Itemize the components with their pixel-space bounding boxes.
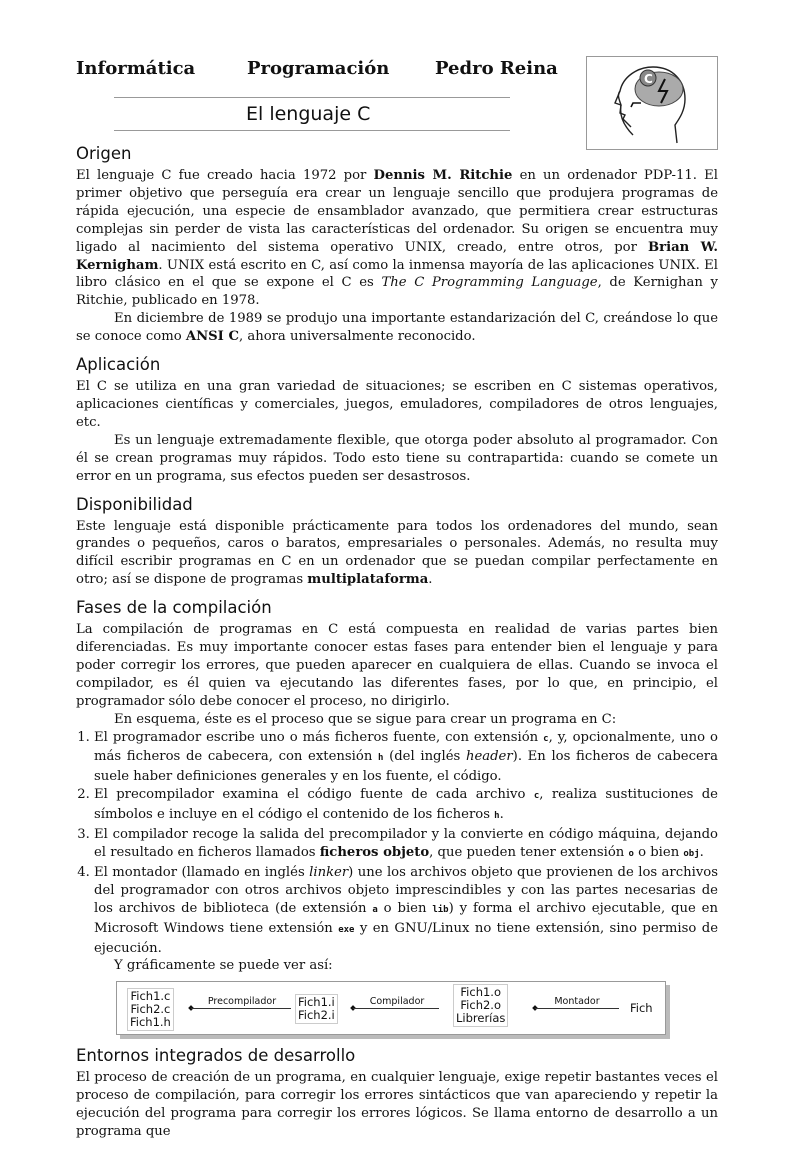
- code-text: c: [543, 733, 549, 744]
- paragraph: El C se utiliza en una gran variedad de situaciones; se escriben en C sistemas operativos, aplicaciones científicas y comerciales, juegos, emuladores, compiladores de otros lenguajes, etc.: [76, 379, 718, 430]
- text-run: , realiza sustituciones de símbolos e incluye en el código el contenido de los ficheros: [94, 787, 718, 823]
- code-text: a: [372, 904, 378, 915]
- text-run: (del inglés: [383, 749, 466, 765]
- text-run: El compilador recoge la salida del precompilador y la convierte en código máquina, dejando el resultado en ficheros llamados: [94, 827, 718, 860]
- paragraph: [76, 310, 718, 346]
- code-text: h: [494, 811, 500, 822]
- diagram-edge-label: Compilador: [369, 996, 425, 1008]
- italic-text: header: [465, 749, 513, 765]
- text-run: El programador escribe uno o más ficheros fuente, con extensión: [94, 729, 544, 745]
- text-run: .: [699, 845, 704, 860]
- code-text: lib: [432, 904, 449, 915]
- section-origen: [76, 143, 718, 346]
- text-run: , y, opcionalmente, uno o más ficheros de cabecera, con extensión: [94, 729, 719, 765]
- list-item: [94, 826, 718, 864]
- paragraph: En esquema, éste es el proceso que se sigue para crear un programa en C:: [114, 711, 617, 727]
- paragraph: [76, 518, 718, 590]
- italic-text: linker: [309, 864, 349, 880]
- section-aplicacion: [76, 354, 718, 485]
- diagram-edge-label: Montador: [554, 996, 600, 1008]
- text-run: o bien: [633, 845, 684, 860]
- section-heading: Entornos integrados de desarrollo: [76, 1046, 356, 1066]
- text-run: ) une los archivos objeto que provienen de los archivos del programador con otros archivos objeto imprescindibles y con las partes necesarias de los archivos de biblioteca (de extensión: [94, 864, 718, 916]
- italic-text: The C Programming Language: [381, 275, 598, 291]
- svg-text:C: C: [644, 72, 653, 86]
- section-heading: Fases de la compilación: [76, 598, 272, 618]
- diagram-node-label: Librerías: [456, 1011, 506, 1026]
- section-entornos: [76, 1045, 718, 1141]
- diagram-arrow: [191, 1008, 291, 1009]
- text-run: El montador (llamado en inglés: [94, 864, 310, 880]
- paragraph: El proceso de creación de un programa, en cualquier lenguaje, exige repetir bastantes veces el proceso de compilación, para corregir los errores sintácticos que van apareciendo y repetir la ejecución del programa para corregir los errores lógicos. Se llama entorno de desarrollo a un programa que: [76, 1070, 718, 1140]
- text-run: .: [428, 572, 433, 588]
- text-run: El precompilador examina el código fuente de cada archivo: [94, 787, 534, 803]
- text-run: en un ordenador PDP-11. El primer objetivo que perseguía era crear un lenguaje sencillo que produjera programas de rápida ejecución, una especie de ensamblador avanzado, que permitiera crear estructuras complejas sin perder de vista las características del ordenador. Su origen se encuentra muy ligado al nacimiento del sistema operativo UNIX, creado, entre otros, por: [76, 168, 718, 255]
- text-run: El lenguaje C fue creado hacia 1972 por: [76, 168, 374, 183]
- diagram-node-executable: Fich: [630, 1001, 653, 1016]
- diagram-node-sources: [127, 988, 174, 1031]
- diagram-node-label: Fich1.c: [130, 989, 171, 1004]
- section-fases: [76, 597, 718, 1035]
- diagram-node-label: Fich2.i: [298, 1008, 335, 1023]
- bold-text: multiplataforma: [307, 572, 429, 588]
- header-subject: Informática: [76, 58, 196, 79]
- document-body: [76, 143, 718, 1149]
- diagram-edge-label: Precompilador: [207, 996, 277, 1008]
- text-run: y en GNU/Linux no tiene extensión, sino permiso de ejecución.: [94, 920, 719, 956]
- bold-text: Brian W. Kernigham: [76, 239, 718, 273]
- text-run: o bien: [377, 900, 433, 916]
- header-course: Programación: [247, 58, 390, 79]
- head-logo-icon: [587, 57, 717, 149]
- section-heading: Origen: [76, 144, 132, 163]
- list-item: [94, 786, 718, 826]
- paragraph: [76, 167, 718, 310]
- diagram-arrow: [535, 1008, 619, 1009]
- diagram-node-preprocessed: [295, 994, 338, 1024]
- section-heading: Aplicación: [76, 355, 161, 375]
- paragraph: Y gráficamente se puede ver así:: [114, 958, 333, 974]
- code-text: obj: [683, 849, 700, 859]
- section-disponibilidad: [76, 494, 718, 590]
- diagram-node-label: Fich1.i: [298, 995, 335, 1010]
- diagram-node-objects: [453, 984, 508, 1027]
- text-run: . UNIX está escrito en C, así como la inmensa mayoría de las aplicaciones UNIX. El libro clásico en el que se expone el C es: [76, 257, 718, 291]
- diagram-node-label: Fich1.o: [460, 985, 501, 1000]
- bold-text: ficheros objeto: [319, 845, 430, 860]
- code-text: c: [533, 791, 540, 802]
- title-rule-bottom: [114, 130, 510, 131]
- head-logo-image: [586, 56, 718, 150]
- bold-text: ANSI C: [185, 329, 239, 345]
- diagram-node-label: Fich1.h: [130, 1015, 171, 1030]
- code-text: o: [628, 849, 634, 859]
- text-run: , que pueden tener extensión: [429, 845, 629, 860]
- text-run: , de Kernighan y Ritchie, publicado en 1978.: [76, 275, 718, 309]
- text-run: ). En los ficheros de cabecera suele haber definiciones generales y en los fuente, el código.: [94, 749, 718, 785]
- text-run: , ahora universalmente reconocido.: [238, 329, 476, 345]
- code-text: h: [377, 753, 384, 764]
- text-run: .: [499, 807, 504, 823]
- paragraph: Es un lenguaje extremadamente flexible, que otorga poder absoluto al programador. Con él se crean programas muy rápidos. Todo esto tiene su contrapartida: cuando se comete un error en un programa, sus efectos pueden ser desastrosos.: [76, 432, 718, 484]
- document-title: El lenguaje C: [246, 103, 371, 125]
- list-item: [94, 729, 718, 787]
- phases-list: [76, 729, 718, 958]
- diagram-arrow: [353, 1008, 439, 1009]
- code-text: exe: [338, 924, 355, 935]
- section-heading: Disponibilidad: [76, 494, 193, 514]
- header-author: Pedro Reina: [435, 58, 558, 79]
- text-run: ) y forma el archivo ejecutable, que en Microsoft Windows tiene extensión: [94, 900, 718, 936]
- paragraph: La compilación de programas en C está compuesta en realidad de varias partes bien diferenciadas. Es muy importante conocer estas fases para entender bien el lenguaje y para poder corregir los errores, que pueden aparecer en cualquiera de ellas. Cuando se invoca el compilador, es él quien va ejecutando las diferentes fases, por lo que, en principio, el programador sólo debe conocer el proceso, no dirigirlo.: [76, 622, 718, 709]
- compilation-diagram: [116, 981, 666, 1035]
- list-item: [94, 864, 718, 958]
- title-rule-top: [114, 97, 510, 98]
- text-run: En diciembre de 1989 se produjo una importante estandarización del C, creándose lo que se conoce como: [76, 311, 718, 345]
- diagram-node-label: Fich2.o: [460, 998, 501, 1013]
- diagram-node-label: Fich2.c: [130, 1002, 171, 1017]
- text-run: Este lenguaje está disponible prácticamente para todos los ordenadores del mundo, sean grandes o pequeños, caros o baratos, empresariales o personales. Además, no resulta muy difícil escribir programas en C en un ordenador que se puedan compilar perfectamente en otro; así se dispone de programas: [76, 518, 718, 588]
- bold-text: Dennis M. Ritchie: [373, 168, 513, 183]
